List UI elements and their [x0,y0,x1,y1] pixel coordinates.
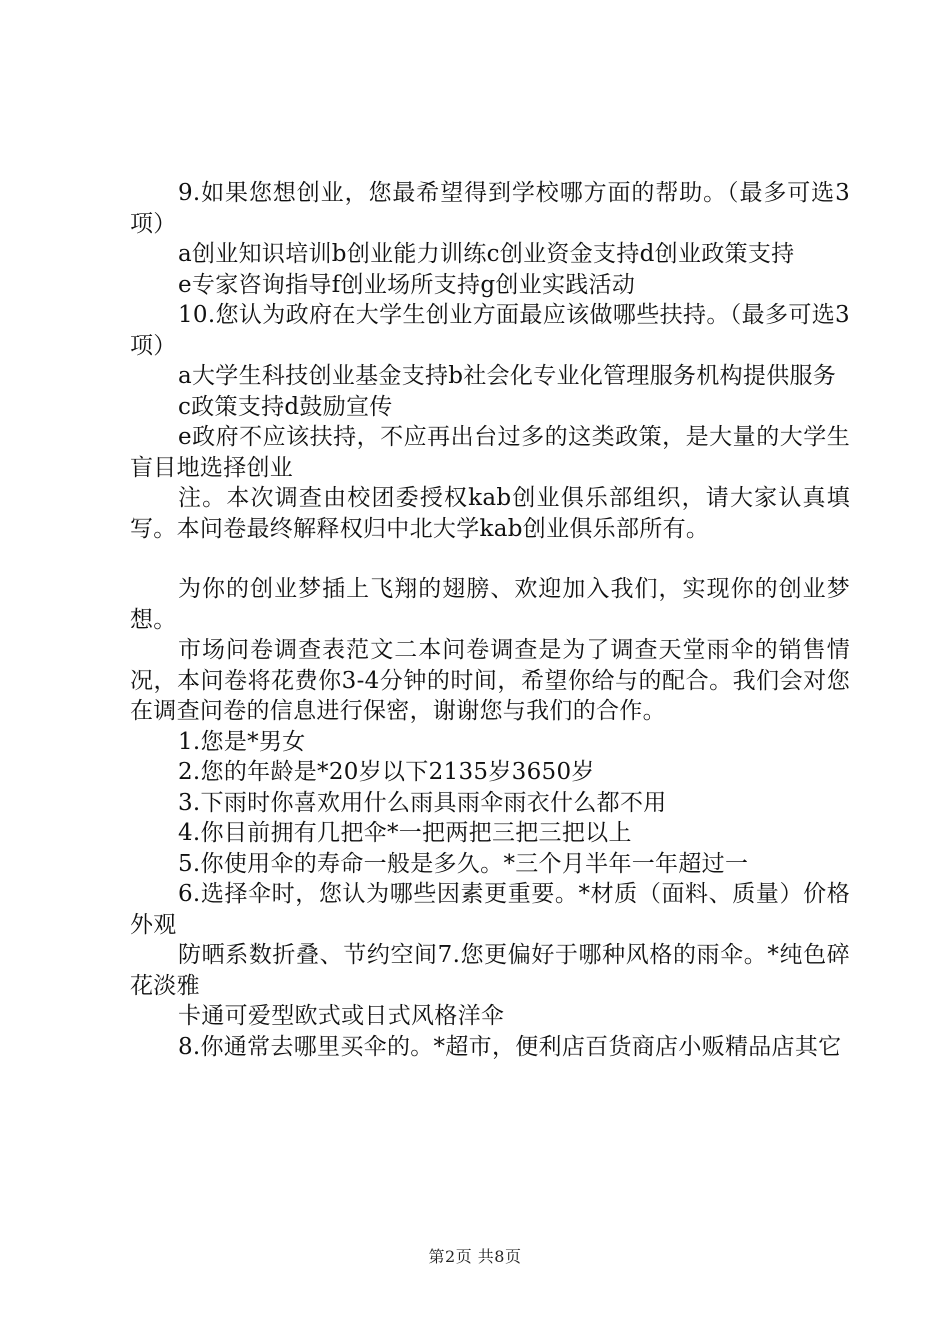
document-body [130,178,850,1062]
paragraph-q10: 10.您认为政府在大学生创业方面最应该做哪些扶持。（最多可选3项） [130,302,850,359]
paragraph-slogan: 为你的创业梦插上飞翔的翅膀、欢迎加入我们，实现你的创业梦想。 [130,576,850,633]
paragraph-item-3: 3.下雨时你喜欢用什么雨具雨伞雨衣什么都不用 [178,789,667,816]
paragraph-q9-options-a-d: a创业知识培训b创业能力训练c创业资金支持d创业政策支持 [178,241,795,267]
page-footer: 第2页 共8页 [428,1247,522,1266]
paragraph-q10-options-a-b: a大学生科技创业基金支持b社会化专业化管理服务机构提供服务 [178,363,837,389]
paragraph-q10-options-c-d: c政策支持d鼓励宣传 [178,393,393,420]
paragraph-item-6-cont-7: 防晒系数折叠、节约空间7.您更偏好于哪种风格的雨伞。*纯色碎花淡雅 [130,942,850,999]
paragraph-item-8: 8.你通常去哪里买伞的。*超市，便利店百货商店小贩精品店其它 [178,1033,842,1060]
paragraph-item-5: 5.你使用伞的寿命一般是多久。*三个月半年一年超过一 [178,850,749,877]
paragraph-q9-options-e-g: e专家咨询指导f创业场所支持g创业实践活动 [178,271,636,298]
paragraph-survey-intro: 市场问卷调查表范文二本问卷调查是为了调查天堂雨伞的销售情况，本问卷将花费你3-4分钟的时间，希望你给与的配合。我们会对您在调查问卷的信息进行保密，谢谢您与我们的合作。 [130,637,850,724]
paragraph-item-7-cont: 卡通可爱型欧式或日式风格洋伞 [178,1003,505,1029]
paragraph-q9: 9.如果您想创业，您最希望得到学校哪方面的帮助。（最多可选3项） [130,180,850,237]
paragraph-q10-option-e: e政府不应该扶持，不应再出台过多的这类政策，是大量的大学生盲目地选择创业 [130,424,850,481]
paragraph-item-4: 4.你目前拥有几把伞*一把两把三把三把以上 [178,820,632,846]
paragraph-note: 注。本次调查由校团委授权kab创业俱乐部组织，请大家认真填写。本问卷最终解释权归中北大学kab创业俱乐部所有。 [130,485,850,542]
paragraph-item-6: 6.选择伞时，您认为哪些因素更重要。*材质（面料、质量）价格外观 [130,881,850,938]
paragraph-item-1: 1.您是*男女 [178,728,306,755]
paragraph-gap [130,544,850,574]
paragraph-item-2: 2.您的年龄是*20岁以下2135岁3650岁 [178,759,595,785]
